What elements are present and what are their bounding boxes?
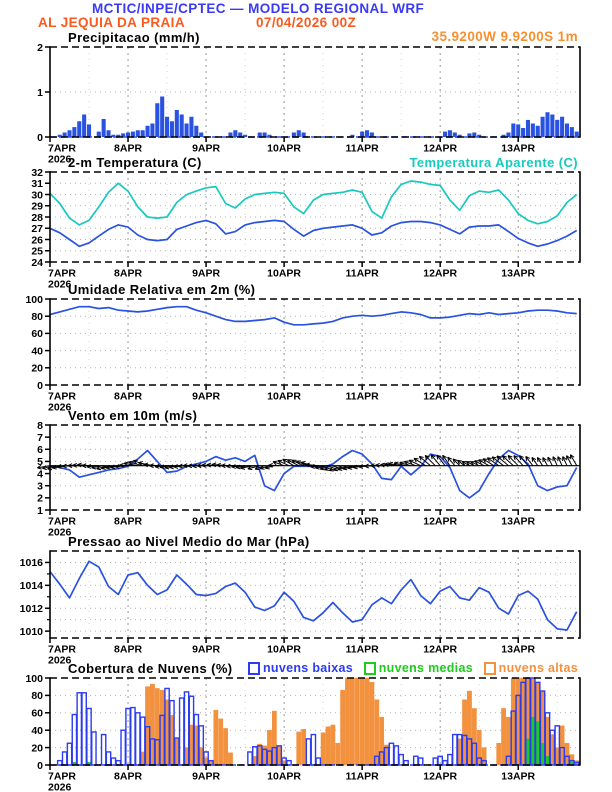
x-tick-label: 7APR [48,390,77,403]
series-temperature [50,181,577,246]
x-tick-label: 13APR [501,390,536,403]
legend-label: nuvens baixas [263,661,354,675]
y-tick-label: 0 [37,759,43,772]
y-tick-label: 40 [31,345,43,358]
y-tick-label: 28 [31,211,43,224]
x-tick-label: 9APR [192,770,221,783]
gridlines [50,172,580,262]
x-tick-label: 10APR [267,770,302,783]
series-pressure [50,561,577,630]
x-axis-year: 2026 [48,278,72,291]
axes-pressure [20,557,536,666]
x-tick-label: 11APR [345,142,379,155]
y-tick-label: 40 [31,725,43,737]
station-name: AL JEQUIA DA PRAIA [38,15,185,30]
y-tick-label: 32 [31,166,43,179]
x-tick-label: 12APR [423,643,458,656]
series-wind [37,451,580,498]
y-tick-label: 29 [31,200,43,213]
x-tick-label: 13APR [501,770,536,783]
legend-label: nuvens medias [378,661,473,675]
y-tick-label: 4 [37,468,43,481]
panel-title-temperature: 2-m Temperatura (C) [68,155,202,170]
series-clouds [50,678,580,765]
x-tick-label: 9APR [192,142,221,155]
x-tick-label: 12APR [423,142,458,155]
x-tick-label: 9APR [192,390,221,403]
model-title: MCTIC/INPE/CPTEC — MODELO REGIONAL WRF [92,1,425,16]
y-tick-label: 2 [37,492,43,505]
y-tick-label: 2 [37,41,43,54]
x-tick-label: 8APR [114,515,143,528]
x-tick-label: 11APR [345,643,379,656]
x-axis-year: 2026 [48,153,72,166]
y-tick-label: 60 [31,328,43,341]
gridlines [50,551,580,638]
x-tick-label: 10APR [267,390,302,403]
gridlines [50,47,580,137]
axes-precipitation [37,42,535,166]
x-tick-label: 13APR [501,267,536,280]
x-tick-label: 10APR [267,267,302,280]
x-tick-label: 12APR [423,390,458,403]
panel-title-pressure: Pressao ao Nivel Medio do Mar (hPa) [68,534,310,549]
cloud-legend [248,661,578,675]
legend-nuvens-baixas [248,661,353,675]
y-tick-label: 5 [37,456,43,469]
y-tick-label: 100 [25,293,43,306]
x-axis-year: 2026 [48,526,72,539]
y-tick-label: 1 [37,504,43,517]
nuvens-medias-box-icon [364,662,376,675]
axes-clouds [25,673,535,792]
x-tick-label: 8APR [114,267,143,280]
x-tick-label: 11APR [345,770,379,783]
apparent-temperature-label: Temperatura Aparente (C) [409,155,578,170]
y-tick-label: 80 [31,311,43,323]
nuvens-baixas-box-icon [248,662,260,675]
y-tick-label: 8 [37,419,43,432]
y-tick-label: 26 [31,234,43,247]
y-tick-label: 100 [25,672,43,685]
x-axis-year: 2026 [48,654,72,667]
y-tick-label: 1012 [19,603,43,616]
legend-nuvens-altas [484,661,578,675]
gridlines [50,425,580,510]
panel-pressure [20,550,580,666]
y-tick-label: 3 [37,480,43,493]
x-tick-label: 11APR [345,390,379,403]
series-humidity [50,307,577,325]
legend-nuvens-medias [364,661,473,675]
x-tick-label: 12APR [423,267,458,280]
axes-humidity [25,294,535,414]
y-tick-label: 0 [37,131,43,144]
y-tick-label: 20 [31,742,43,755]
y-tick-label: 80 [31,690,43,703]
y-tick-label: 1 [37,86,43,99]
x-tick-label: 8APR [114,142,143,155]
y-tick-label: 7 [37,431,43,444]
y-tick-label: 60 [31,707,43,720]
axes-temperature [31,167,535,291]
x-tick-label: 10APR [267,515,302,528]
y-tick-label: 31 [31,178,43,191]
x-tick-label: 11APR [345,515,379,528]
y-tick-label: 1016 [19,557,43,570]
y-tick-label: 20 [31,362,43,375]
x-tick-label: 11APR [345,267,379,280]
nuvens-altas-box-icon [484,662,496,675]
legend-label: nuvens altas [498,661,578,675]
x-tick-label: 8APR [114,643,143,656]
x-tick-label: 13APR [501,643,536,656]
x-tick-label: 7APR [48,267,77,280]
x-tick-label: 9APR [192,643,221,656]
x-tick-label: 7APR [48,643,77,656]
y-tick-label: 1010 [19,625,43,638]
run-datetime: 07/04/2026 00Z [256,15,357,30]
y-tick-label: 0 [37,379,43,392]
panel-title-wind: Vento em 10m (m/s) [68,408,198,423]
station-coordinates: 35.9200W 9.9200S 1m [431,29,578,44]
panel-precipitation [37,42,580,166]
x-tick-label: 7APR [48,770,77,783]
x-tick-label: 10APR [267,142,302,155]
x-tick-label: 8APR [114,390,143,403]
x-tick-label: 7APR [48,142,77,155]
y-tick-label: 24 [31,256,43,269]
y-tick-label: 1014 [19,580,43,593]
panel-clouds [25,673,580,792]
x-tick-label: 9APR [192,267,221,280]
x-tick-label: 9APR [192,515,221,528]
y-tick-label: 30 [31,189,43,202]
panel-humidity [25,294,580,414]
panel-wind [37,420,580,539]
x-axis-year: 2026 [48,401,72,414]
x-axis-year: 2026 [48,781,72,792]
x-tick-label: 13APR [501,515,536,528]
x-tick-label: 10APR [267,643,302,656]
x-tick-label: 7APR [48,515,77,528]
frame [50,550,580,638]
x-tick-label: 13APR [501,142,536,155]
y-tick-label: 27 [31,223,43,236]
panel-title-clouds: Cobertura de Nuvens (%) [68,661,233,676]
series-precipitation [50,97,580,138]
panel-title-precipitation: Precipitacao (mm/h) [68,30,200,45]
panel-title-humidity: Umidade Relativa em 2m (%) [68,282,256,297]
x-tick-label: 12APR [423,515,458,528]
x-tick-label: 8APR [114,770,143,783]
y-tick-label: 6 [37,444,43,457]
panel-temperature [31,167,580,291]
x-tick-label: 12APR [423,770,458,783]
y-tick-label: 25 [31,245,43,258]
